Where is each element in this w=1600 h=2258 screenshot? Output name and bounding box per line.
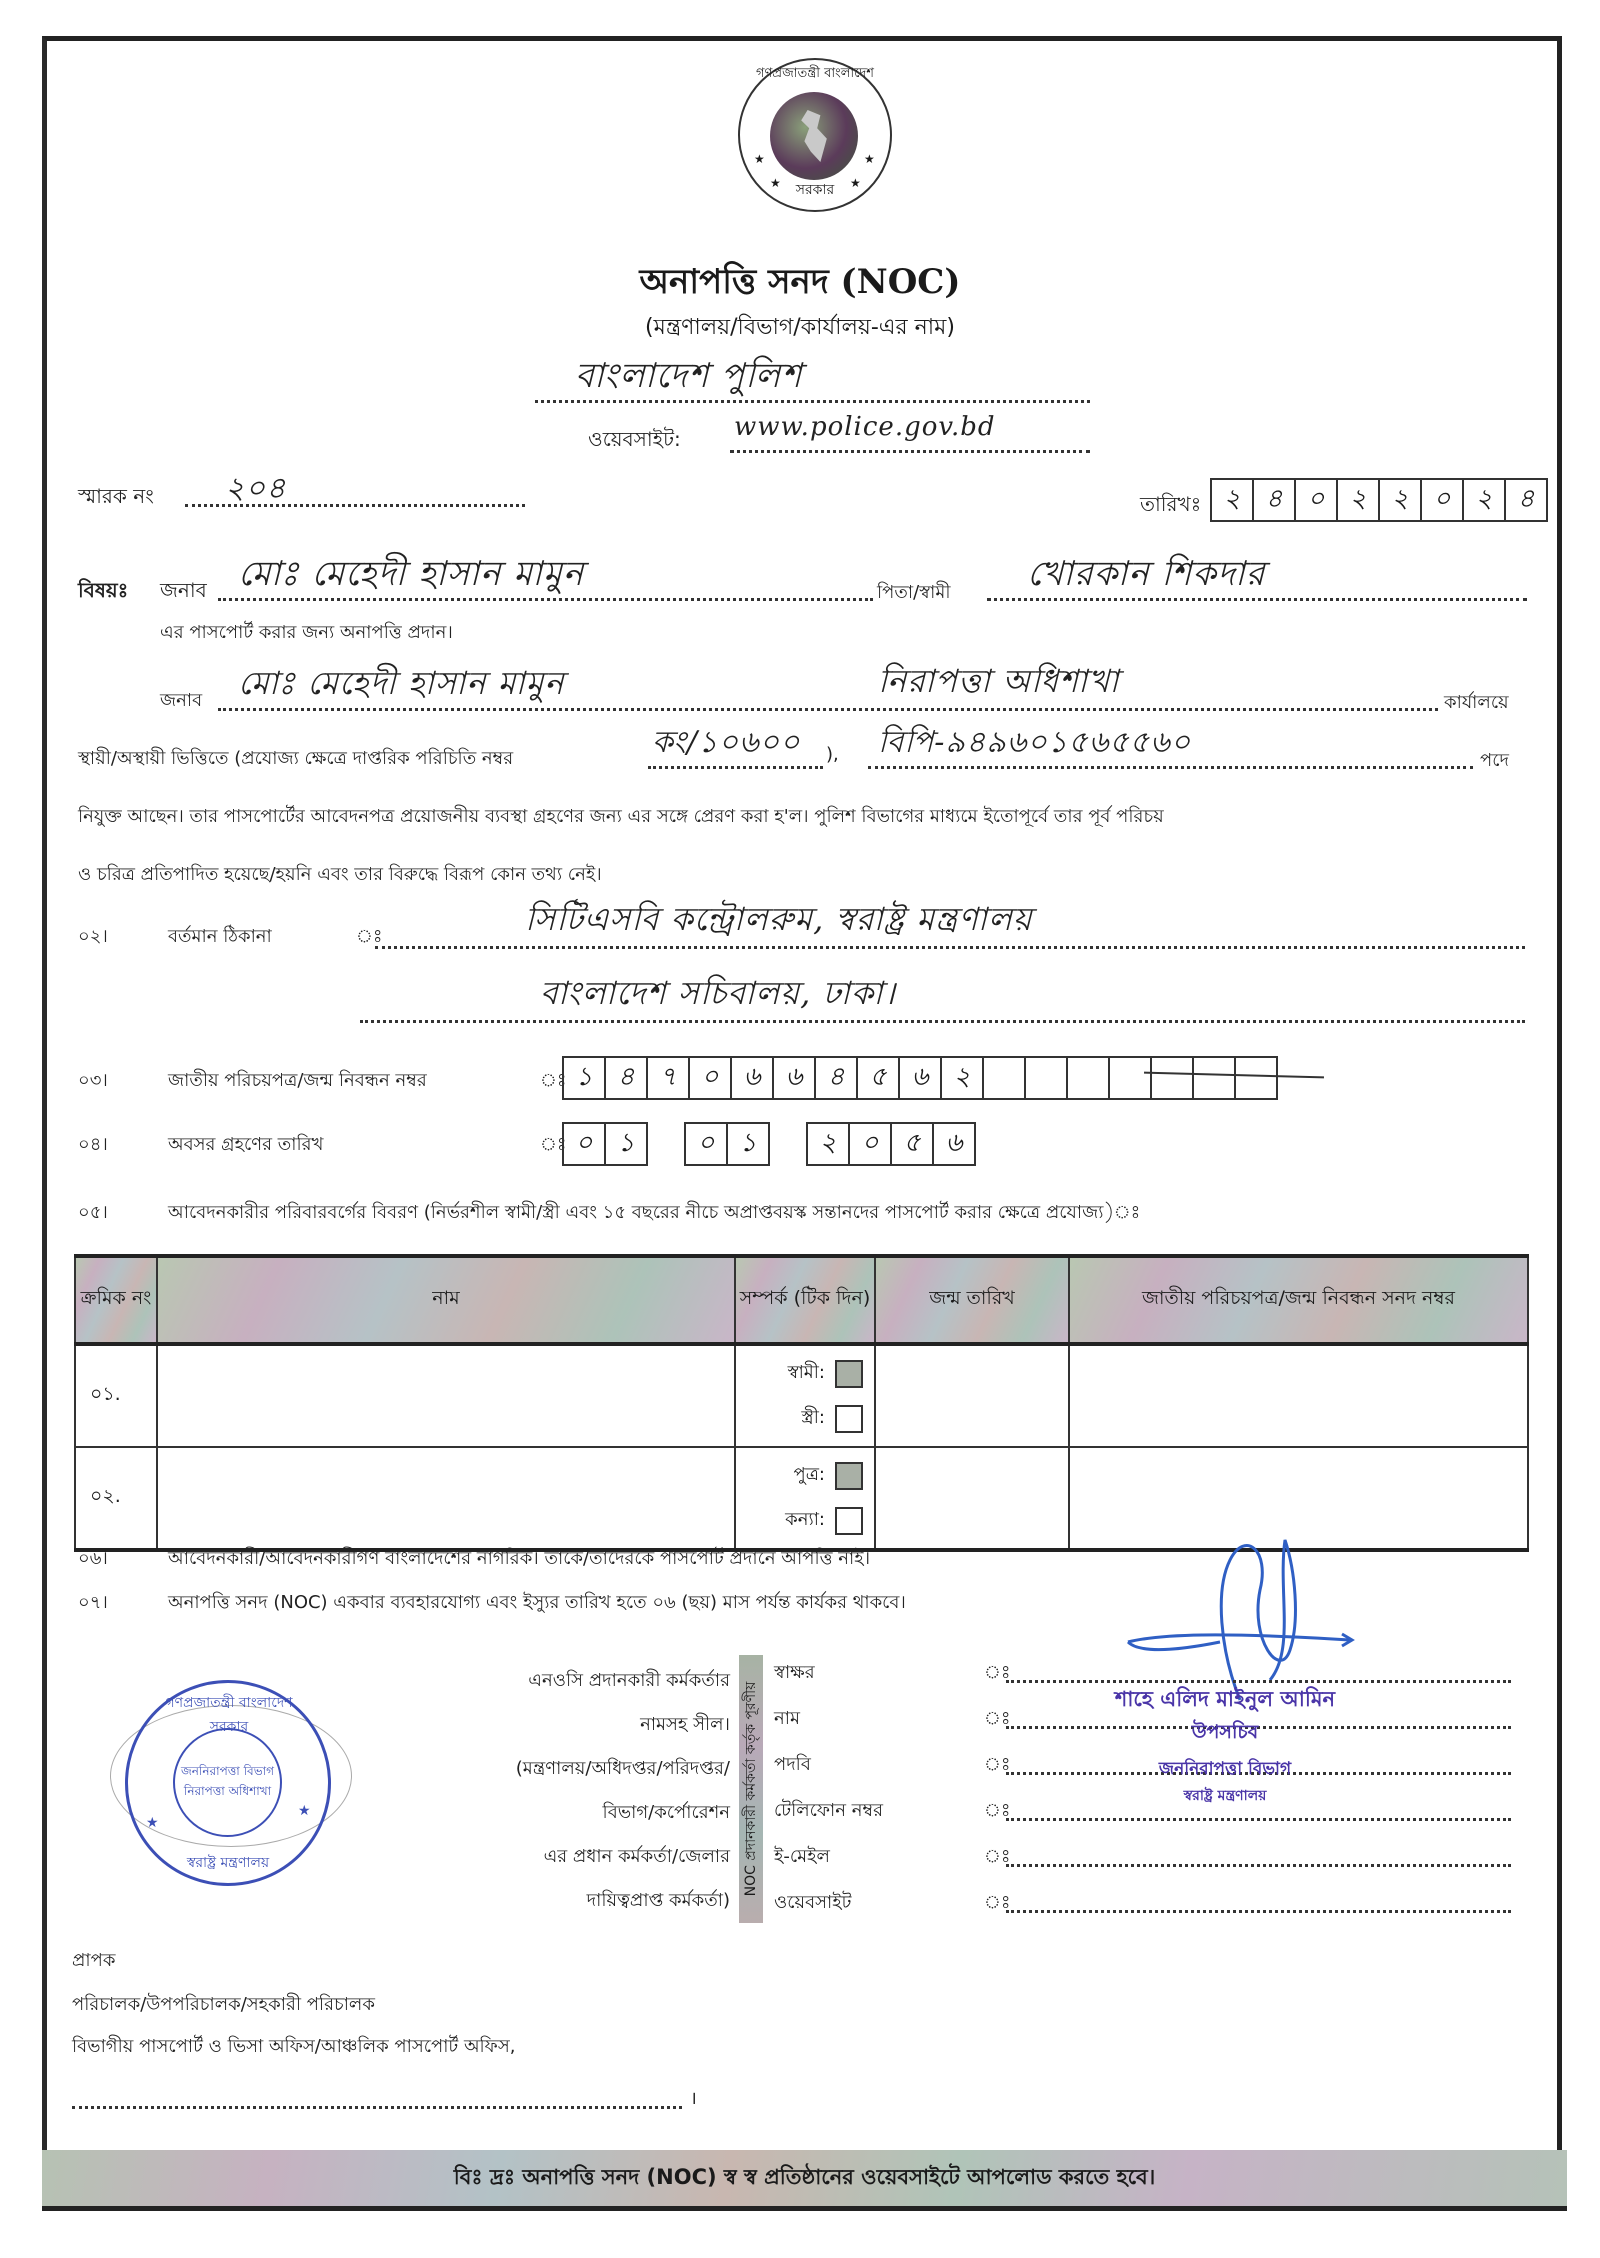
star-icon: ★ (770, 176, 781, 190)
relation-son[interactable] (793, 1460, 863, 1491)
officer-stamp (1040, 1683, 1410, 1808)
applicant-name-field[interactable] (218, 554, 873, 601)
father-name-field[interactable] (987, 554, 1527, 601)
date-digit-box[interactable]: ০ (1296, 480, 1338, 520)
retirement-num: ০৪। (78, 1134, 108, 1155)
id-suffix: ), (826, 744, 839, 765)
family-table (74, 1254, 1529, 1552)
post-value: বিপি-৯৪৯৬০১৫৬৫৫৬০ (878, 725, 1192, 760)
seal-ring-top: গণপ্রজাতন্ত্রী বাংলাদেশ সরকার (165, 1695, 293, 1735)
nid-digit-box[interactable]: ৬ (900, 1058, 942, 1098)
col-nid: জাতীয় পরিচয়পত্র/জন্ম নিবন্ধন সনদ নম্বর (1069, 1256, 1528, 1344)
retirement-month-box[interactable]: ০ (686, 1124, 728, 1164)
date-digit-box[interactable]: ২ (1464, 480, 1506, 520)
emblem-bottom-text: সরকার (795, 182, 835, 198)
retirement-year-box[interactable]: ২ (808, 1124, 850, 1164)
applicant-name-value: মোঃ মেহেদী হাসান মামুন (238, 554, 585, 594)
issuer-field-label: নাম (774, 1708, 800, 1729)
nid-colon: ঃ (540, 1070, 567, 1091)
post-field[interactable] (868, 725, 1473, 769)
issuer-field-colon: ঃ (984, 1846, 1011, 1867)
retirement-year-box[interactable]: ৫ (892, 1124, 934, 1164)
page-subtitle: (মন্ত্রণালয়/বিভাগ/কার্যালয়-এর নাম) (645, 315, 955, 340)
body-office-value: নিরাপত্তা অধিশাখা (878, 662, 1120, 700)
date-digit-box[interactable]: ০ (1422, 480, 1464, 520)
body-paragraph-line1: নিযুক্ত আছেন। তার পাসপোর্টের আবেদনপত্র প্রয়োজনীয় ব্যবস্থা গ্রহণের জন্য এর সঙ্গে প্রেরণ করা হ'ল। পুলিশ বিভাগের মাধ্যমে ইতোপূর্বে তার পূর্ব পরিচয় (78, 806, 1164, 827)
nid-digit-box[interactable]: ০ (690, 1058, 732, 1098)
issuer-field-colon: ঃ (984, 1800, 1011, 1821)
date-boxes[interactable] (1210, 478, 1548, 522)
issuer-field-colon: ঃ (984, 1662, 1011, 1683)
address-num: ০২। (78, 926, 108, 947)
nid-digit-box[interactable] (1110, 1058, 1152, 1098)
family-label: আবেদনকারীর পরিবারবর্গের বিবরণ (নির্ভরশীল স্বামী/স্ত্রী এবং ১৫ বছরের নীচে অপ্রাপ্তবয়স্ক সন্তানদের পাসপোর্ট করার ক্ষেত্রে প্রযোজ্য)ঃ (168, 1202, 1141, 1223)
issuer-line: (মন্ত্রণালয়/অধিদপ্তর/পরিদপ্তর/ (515, 1758, 730, 1779)
nid-digit-box[interactable]: ২ (942, 1058, 984, 1098)
retirement-colon: ঃ (540, 1134, 567, 1155)
recipient-end-mark: । (690, 2088, 697, 2109)
subject-label: বিষয়ঃ (78, 578, 129, 602)
issuer-field-label: ওয়েবসাইট (774, 1892, 852, 1913)
clause-07-num: ০৭। (78, 1592, 108, 1613)
subject-tail: এর পাসপোর্ট করার জন্য অনাপত্তি প্রদান। (160, 622, 453, 643)
issuer-field-input[interactable] (1006, 1676, 1511, 1683)
row-name-cell[interactable] (157, 1344, 735, 1447)
memo-value: ২০৪ (225, 471, 287, 506)
recipient-line2: বিভাগীয় পাসপোর্ট ও ভিসা অফিস/আঞ্চলিক পাসপোর্ট অফিস, (72, 2036, 516, 2057)
issuer-field-row (774, 1834, 1514, 1880)
row-serial: ০২. (75, 1447, 157, 1550)
nid-digit-box[interactable]: ৫ (858, 1058, 900, 1098)
issuer-field-label: পদবি (774, 1754, 811, 1775)
col-name: নাম (157, 1256, 735, 1344)
website-label: ওয়েবসাইট: (588, 427, 681, 451)
address-line1-value: সিটিএসবি কন্ট্রোলরুম, স্বরাষ্ট্র মন্ত্রণালয় (525, 900, 1033, 938)
bangladesh-map-icon (798, 110, 830, 162)
office-suffix: কার্যালয়ে (1444, 692, 1509, 713)
body-name-office-field[interactable] (218, 662, 1438, 711)
nid-digit-box[interactable] (1194, 1058, 1236, 1098)
nid-digit-box[interactable]: ৬ (774, 1058, 816, 1098)
date-digit-box[interactable]: ৪ (1254, 480, 1296, 520)
issuer-line: দায়িত্বপ্রাপ্ত কর্মকর্তা) (586, 1890, 730, 1911)
clause-06-text: আবেদনকারী/আবেদনকারীগণ বাংলাদেশের নাগরিক। তাকে/তাদেরকে পাসপোর্ট প্রদানে আপত্তি নাই। (168, 1548, 871, 1569)
family-table-header (75, 1256, 1528, 1344)
checkbox-wife[interactable] (835, 1405, 863, 1433)
nid-digit-box[interactable] (984, 1058, 1026, 1098)
emblem-top-text: গণপ্রজাতন্ত্রী বাংলাদেশ (756, 66, 874, 81)
clause-06-num: ০৬। (78, 1548, 108, 1569)
relation-husband[interactable] (788, 1358, 863, 1389)
row-relation-cell (735, 1344, 875, 1447)
relation-wife[interactable] (801, 1403, 863, 1434)
emblem-map-disc (770, 92, 858, 180)
col-serial: ক্রমিক নং (75, 1256, 157, 1344)
date-digit-box[interactable]: ২ (1212, 480, 1254, 520)
star-icon: ★ (754, 152, 765, 166)
father-label (877, 578, 950, 609)
relation-label: পুত্র: (793, 1464, 825, 1485)
nid-label: জাতীয় পরিচয়পত্র/জন্ম নিবন্ধন নম্বর (168, 1070, 427, 1091)
star-icon: ★ (864, 152, 875, 166)
subject-mr-label: জনাব (160, 578, 207, 602)
star-icon: ★ (146, 1815, 159, 1831)
col-relation: সম্পর্ক (টিক দিন) (735, 1256, 875, 1344)
issuer-line: এনওসি প্রদানকারী কর্মকর্তার (528, 1670, 730, 1691)
retirement-month-boxes[interactable] (684, 1122, 770, 1166)
body-paragraph-line2: ও চরিত্র প্রতিপাদিত হয়েছে/হয়নি এবং তার বিরুদ্ধে বিরূপ কোন তথ্য নেই। (78, 864, 602, 885)
recipient-office-field[interactable] (72, 2092, 682, 2109)
checkbox-daughter[interactable] (835, 1507, 863, 1535)
relation-label: স্বামী: (787, 1362, 825, 1383)
address-colon: ঃ (356, 926, 383, 947)
post-suffix: পদে (1480, 750, 1509, 771)
seal-inner (173, 1728, 282, 1837)
issuer-field-input[interactable] (1006, 1814, 1511, 1821)
issuer-field-colon: ঃ (984, 1754, 1011, 1775)
body-mr-label: জনাব (160, 690, 203, 711)
star-icon: ★ (298, 1803, 311, 1819)
band-text: NOC প্রদানকারী কর্মকর্তা কর্তৃক পূরণীয় (743, 1681, 759, 1897)
retirement-label: অবসর গ্রহণের তারিখ (168, 1134, 324, 1155)
issuer-field-input[interactable] (1006, 1906, 1511, 1913)
retirement-year-box[interactable]: ০ (850, 1124, 892, 1164)
retirement-year-box[interactable]: ৬ (945, 1128, 963, 1158)
address-label: বর্তমান ঠিকানা (168, 926, 272, 947)
checkbox-husband[interactable] (835, 1360, 863, 1388)
address-line1-field[interactable] (375, 900, 1525, 949)
website-field[interactable] (730, 412, 1090, 453)
nid-digit-box[interactable] (1026, 1058, 1068, 1098)
nid-digit-box[interactable]: ৬ (732, 1058, 774, 1098)
recipient-line1: পরিচালক/উপপরিচালক/সহকারী পরিচালক (72, 1994, 375, 2015)
row-relation-cell (735, 1447, 875, 1550)
relation-label: স্ত্রী: (801, 1407, 825, 1428)
memo-field[interactable] (185, 471, 525, 507)
address-line2-field[interactable] (360, 974, 1525, 1023)
nid-digit-box[interactable]: ৪ (606, 1058, 648, 1098)
office-name-field[interactable] (535, 356, 1090, 403)
retirement-day-box[interactable]: ০ (564, 1124, 606, 1164)
issuer-field-colon: ঃ (984, 1708, 1011, 1729)
father-name-value: খোরকান শিকদার (1027, 554, 1266, 594)
body-name-value: মোঃ মেহেদী হাসান মামুন (238, 664, 565, 702)
retirement-day-box[interactable]: ১ (617, 1128, 635, 1158)
issuer-field-label: টেলিফোন নম্বর (774, 1800, 883, 1821)
father-label-text: পিতা/স্বামী (877, 582, 951, 603)
issuer-field-label: স্বাক্ষর (774, 1662, 815, 1683)
checkbox-son[interactable] (835, 1462, 863, 1490)
row-name-cell[interactable] (157, 1447, 735, 1550)
nid-num: ০৩। (78, 1070, 108, 1091)
table-row (75, 1344, 1528, 1447)
row-dob-cell[interactable] (875, 1344, 1069, 1447)
issuer-line: এর প্রধান কর্মকর্তা/জেলার (543, 1846, 730, 1867)
issuer-field-label: ই-মেইল (774, 1846, 830, 1867)
stamp-ministry: স্বরাষ্ট্র মন্ত্রণালয় (1183, 1788, 1267, 1804)
issuer-line: নামসহ সীল। (640, 1714, 730, 1735)
issuer-field-colon: ঃ (984, 1892, 1011, 1913)
row-serial: ০১. (75, 1344, 157, 1447)
stamp-name: শাহে এলিদ মাইনুল আমিন (1114, 1687, 1336, 1711)
row-dob-cell[interactable] (875, 1447, 1069, 1550)
office-name-value: বাংলাদেশ পুলিশ (575, 356, 803, 396)
nid-digit-box[interactable] (1236, 1058, 1276, 1098)
nid-digit-box[interactable]: ৪ (816, 1058, 858, 1098)
nid-digit-box[interactable]: ৭ (648, 1058, 690, 1098)
footer-note-band (42, 2150, 1567, 2211)
date-digit-box[interactable]: ৪ (1517, 484, 1535, 514)
stamp-division: জননিরাপত্তা বিভাগ (1158, 1759, 1292, 1779)
website-value: www.police.gov.bd (734, 412, 996, 442)
date-digit-box[interactable]: ২ (1380, 480, 1422, 520)
nid-boxes[interactable] (562, 1056, 1278, 1100)
recipient-label: প্রাপক (72, 1950, 116, 1971)
stamp-designation: উপসচিব (1191, 1721, 1259, 1743)
relation-daughter[interactable] (785, 1505, 863, 1536)
issuer-instructions (380, 1666, 730, 1930)
nid-digit-box[interactable] (1068, 1058, 1110, 1098)
retirement-year-boxes[interactable] (806, 1122, 976, 1166)
government-emblem (738, 58, 892, 212)
family-num: ০৫। (78, 1202, 108, 1223)
nid-digit-box[interactable]: ১ (564, 1058, 606, 1098)
retirement-month-box[interactable]: ১ (739, 1128, 757, 1158)
official-id-field[interactable] (648, 725, 823, 769)
clause-07-text: অনাপত্তি সনদ (NOC) একবার ব্যবহারযোগ্য এবং ইস্যুর তারিখ হতে ০৬ (ছয়) মাস পর্যন্ত কার্যকর থাকবে। (168, 1592, 906, 1613)
seal-inner-line1: জননিরাপত্তা বিভাগ (181, 1763, 274, 1778)
date-label: তারিখঃ (1140, 492, 1202, 516)
address-line2-value: বাংলাদেশ সচিবালয়, ঢাকা। (540, 974, 896, 1012)
issuer-line: বিভাগ/কর্পোরেশন (602, 1802, 730, 1823)
official-seal (125, 1680, 331, 1886)
seal-inner-line2: নিরাপত্তা অধিশাখা (183, 1783, 272, 1798)
memo-label: স্মারক নং (78, 484, 154, 508)
seal-ring-bottom: স্বরাষ্ট্র মন্ত্রণালয় (186, 1855, 270, 1871)
issuer-field-input[interactable] (1006, 1860, 1511, 1867)
date-digit-box[interactable]: ২ (1338, 480, 1380, 520)
retirement-day-boxes[interactable] (562, 1122, 648, 1166)
issuer-band (739, 1655, 763, 1923)
basis-text: স্থায়ী/অস্থায়ী ভিত্তিতে (প্রযোজ্য ক্ষেত্রে দাপ্তরিক পরিচিতি নম্বর (78, 748, 514, 769)
official-id-value: কং/১০৬০০ (652, 725, 801, 760)
col-dob: জন্ম তারিখ (875, 1256, 1069, 1344)
star-icon: ★ (850, 176, 861, 190)
page-title: অনাপত্তি সনদ (NOC) (639, 262, 961, 302)
footer-note: বিঃ দ্রঃ অনাপত্তি সনদ (NOC) স্ব স্ব প্রতিষ্ঠানের ওয়েবসাইটে আপলোড করতে হবে। (453, 2164, 1156, 2189)
nid-digit-box[interactable] (1152, 1058, 1194, 1098)
issuer-field-row (774, 1880, 1514, 1926)
relation-label: কন্যা: (785, 1509, 825, 1530)
row-nid-cell[interactable] (1069, 1344, 1528, 1447)
